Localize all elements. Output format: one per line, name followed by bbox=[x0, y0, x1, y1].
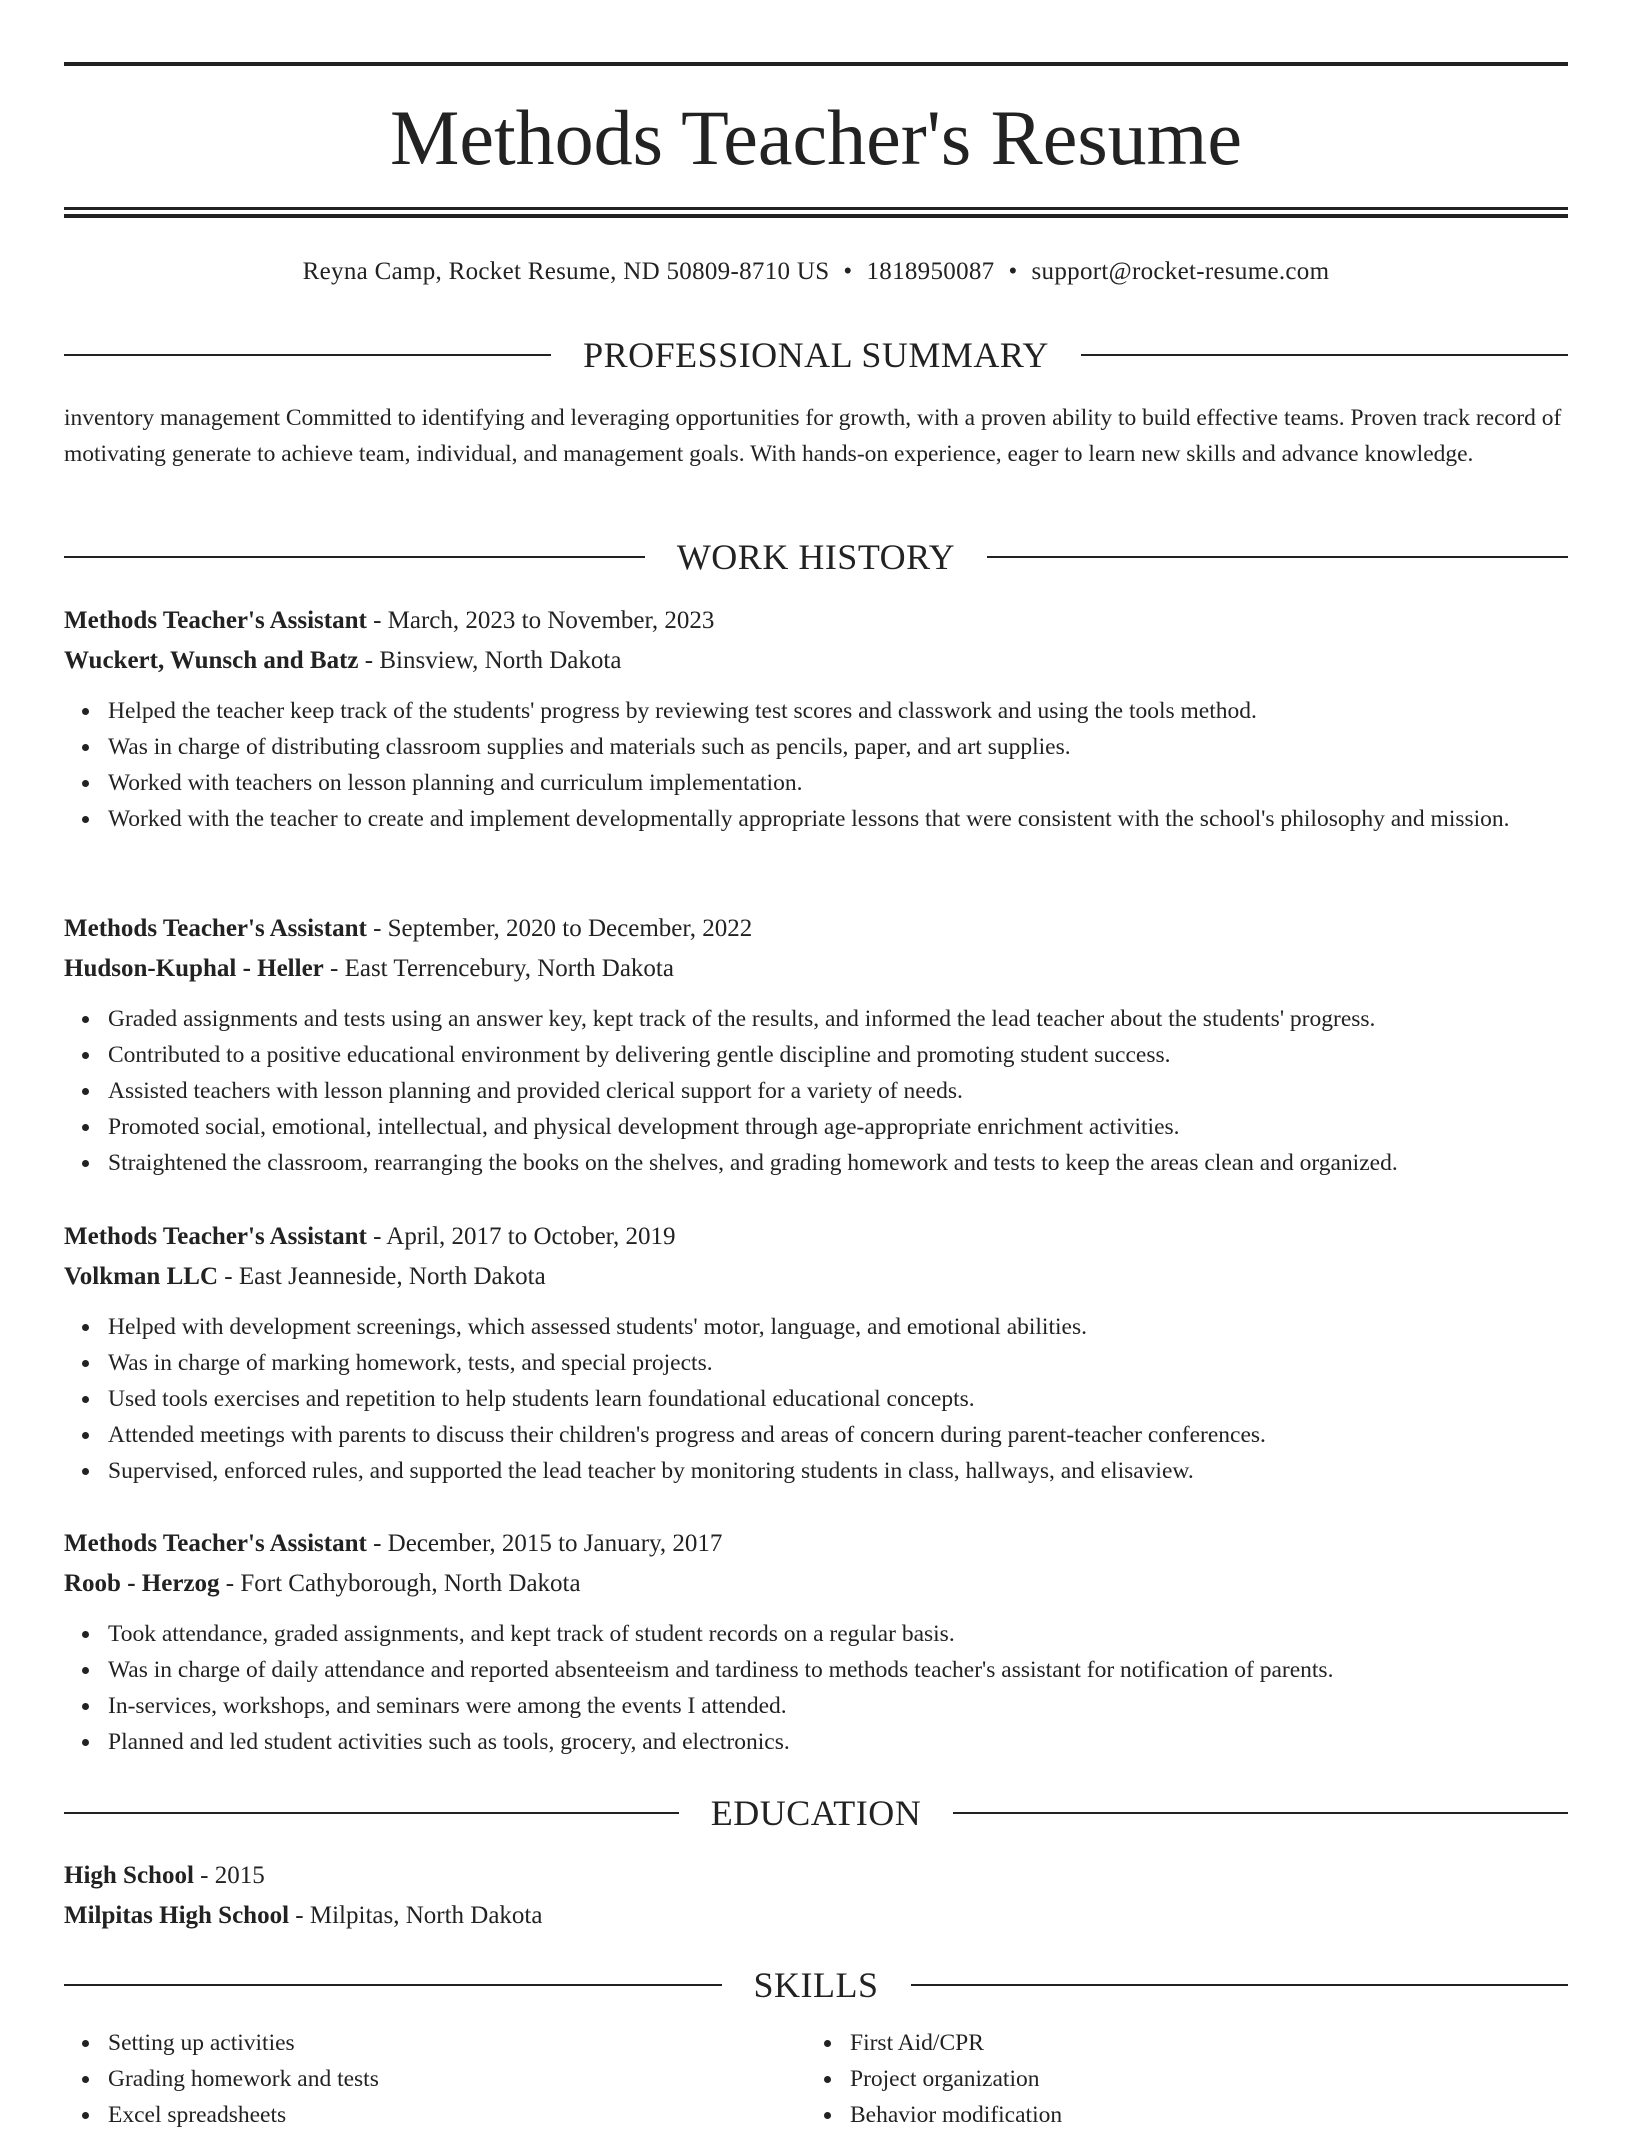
job-title-row bbox=[64, 1524, 1568, 1564]
heading-rule bbox=[64, 354, 551, 356]
heading-rule bbox=[911, 1984, 1569, 1986]
section-heading-work bbox=[64, 532, 1568, 582]
job-bullet: Helped with development screenings, which assessed students' motor, language, and emotional abilities. bbox=[108, 1309, 1568, 1345]
job-bullet: Contributed to a positive educational environment by delivering gentle discipline and promoting student success. bbox=[108, 1037, 1568, 1073]
job-title: Methods Teacher's Assistant bbox=[64, 1223, 367, 1250]
job-title: Methods Teacher's Assistant bbox=[64, 915, 367, 942]
job-title: Methods Teacher's Assistant bbox=[64, 607, 367, 634]
section-heading-label: SKILLS bbox=[753, 1965, 879, 2005]
skill-item: Grading homework and tests bbox=[108, 2061, 806, 2097]
job-location: - East Jeanneside, North Dakota bbox=[218, 1263, 546, 1290]
section-heading-summary bbox=[64, 330, 1568, 380]
job-company-row bbox=[64, 641, 1568, 681]
education-school: Milpitas High School bbox=[64, 1902, 290, 1929]
summary-text: inventory management Committed to identifying and leveraging opportunities for growth, with a proven ability to build effective teams. Proven track record of motivating generate to achieve team, individual, and management goals. With hands-on experience, eager to learn new skills and advance knowledge. bbox=[64, 405, 1562, 467]
job-bullet: Used tools exercises and repetition to help students learn foundational educational concepts. bbox=[108, 1381, 1568, 1417]
job-bullet: Worked with the teacher to create and implement developmentally appropriate lessons that were consistent with the school's philosophy and mission. bbox=[108, 801, 1568, 837]
job-entry bbox=[64, 909, 1568, 1181]
job-company-row bbox=[64, 949, 1568, 989]
job-entry bbox=[64, 1217, 1568, 1489]
job-bullet: Helped the teacher keep track of the students' progress by reviewing test scores and classwork and using the tools method. bbox=[108, 693, 1568, 729]
section-heading-label: EDUCATION bbox=[710, 1793, 922, 1833]
education-entry bbox=[64, 1856, 1568, 1936]
education-school-row bbox=[64, 1896, 1568, 1936]
job-bullet: Was in charge of marking homework, tests, and special projects. bbox=[108, 1345, 1568, 1381]
job-title-row bbox=[64, 909, 1568, 949]
job-company-row bbox=[64, 1564, 1568, 1604]
job-entry bbox=[64, 601, 1568, 837]
skill-item: Excel spreadsheets bbox=[108, 2097, 806, 2133]
contact-line bbox=[64, 252, 1568, 292]
contact-separator: • bbox=[843, 258, 853, 285]
job-bullet: Was in charge of daily attendance and reported absenteeism and tardiness to methods teacher's assistant for notification of parents. bbox=[108, 1652, 1568, 1688]
skill-item: First Aid/CPR bbox=[850, 2025, 1548, 2061]
education-year: - 2015 bbox=[193, 1862, 265, 1889]
skill-item: Setting up activities bbox=[108, 2025, 806, 2061]
job-bullet: Assisted teachers with lesson planning and provided clerical support for a variety of needs. bbox=[108, 1073, 1568, 1109]
heading-rule bbox=[64, 1984, 722, 1986]
skill-item: Project organization bbox=[850, 2061, 1548, 2097]
job-bullet: Planned and led student activities such as tools, grocery, and electronics. bbox=[108, 1724, 1568, 1760]
skills-column-right bbox=[806, 2025, 1548, 2133]
job-company: Volkman LLC bbox=[64, 1263, 218, 1290]
job-bullets bbox=[64, 1616, 1568, 1760]
job-bullet: Promoted social, emotional, intellectual, and physical development through age-appropriate enrichment activities. bbox=[108, 1109, 1568, 1145]
job-bullet: Took attendance, graded assignments, and kept track of student records on a regular basis. bbox=[108, 1616, 1568, 1652]
job-bullets bbox=[64, 693, 1568, 837]
skills-column-left bbox=[64, 2025, 806, 2133]
section-heading-skills bbox=[64, 1960, 1568, 2010]
skill-item: Behavior modification bbox=[850, 2097, 1548, 2133]
contact-phone: 1818950087 bbox=[866, 258, 995, 285]
job-company: Hudson-Kuphal - Heller bbox=[64, 955, 324, 982]
job-title: Methods Teacher's Assistant bbox=[64, 1530, 367, 1557]
heading-rule bbox=[64, 1812, 679, 1814]
job-bullet: In-services, workshops, and seminars were among the events I attended. bbox=[108, 1688, 1568, 1724]
contact-separator: • bbox=[1008, 258, 1018, 285]
job-dates: - April, 2017 to October, 2019 bbox=[366, 1223, 676, 1250]
job-location: - Fort Cathyborough, North Dakota bbox=[219, 1570, 581, 1597]
education-degree-row bbox=[64, 1856, 1568, 1896]
job-bullet: Was in charge of distributing classroom supplies and materials such as pencils, paper, and art supplies. bbox=[108, 729, 1568, 765]
job-bullet: Graded assignments and tests using an answer key, kept track of the results, and informed the lead teacher about the students' progress. bbox=[108, 1001, 1568, 1037]
heading-rule bbox=[64, 556, 645, 558]
job-bullet: Attended meetings with parents to discuss their children's progress and areas of concern during parent-teacher conferences. bbox=[108, 1417, 1568, 1453]
job-bullet: Worked with teachers on lesson planning and curriculum implementation. bbox=[108, 765, 1568, 801]
job-company: Wuckert, Wunsch and Batz bbox=[64, 647, 359, 674]
job-title-row bbox=[64, 1217, 1568, 1257]
job-company: Roob - Herzog bbox=[64, 1570, 220, 1597]
section-heading-education bbox=[64, 1788, 1568, 1838]
skills-list bbox=[64, 2025, 1568, 2133]
top-rule bbox=[64, 62, 1568, 66]
job-bullet: Straightened the classroom, rearranging the books on the shelves, and grading homework and tests to keep the areas clean and organized. bbox=[108, 1145, 1568, 1181]
education-location: - Milpitas, North Dakota bbox=[289, 1902, 543, 1929]
resume-title: Methods Teacher's Resume bbox=[390, 94, 1242, 181]
contact-address: Reyna Camp, Rocket Resume, ND 50809-8710 US bbox=[302, 258, 830, 285]
job-title-row bbox=[64, 601, 1568, 641]
job-bullets bbox=[64, 1309, 1568, 1489]
job-dates: - September, 2020 to December, 2022 bbox=[366, 915, 753, 942]
job-entry bbox=[64, 1524, 1568, 1760]
job-location: - East Terrencebury, North Dakota bbox=[323, 955, 674, 982]
heading-rule bbox=[1081, 354, 1568, 356]
heading-rule bbox=[987, 556, 1568, 558]
job-location: - Binsview, North Dakota bbox=[358, 647, 622, 674]
job-company-row bbox=[64, 1257, 1568, 1297]
job-dates: - December, 2015 to January, 2017 bbox=[366, 1530, 723, 1557]
education-degree: High School bbox=[64, 1862, 194, 1889]
section-heading-label: WORK HISTORY bbox=[676, 537, 956, 577]
section-heading-label: PROFESSIONAL SUMMARY bbox=[583, 335, 1049, 375]
title-double-rule bbox=[64, 207, 1568, 218]
heading-rule bbox=[953, 1812, 1568, 1814]
job-bullets bbox=[64, 1001, 1568, 1181]
contact-email: support@rocket-resume.com bbox=[1031, 258, 1330, 285]
job-bullet: Supervised, enforced rules, and supported the lead teacher by monitoring students in class, hallways, and elisaview. bbox=[108, 1453, 1568, 1489]
job-dates: - March, 2023 to November, 2023 bbox=[366, 607, 715, 634]
